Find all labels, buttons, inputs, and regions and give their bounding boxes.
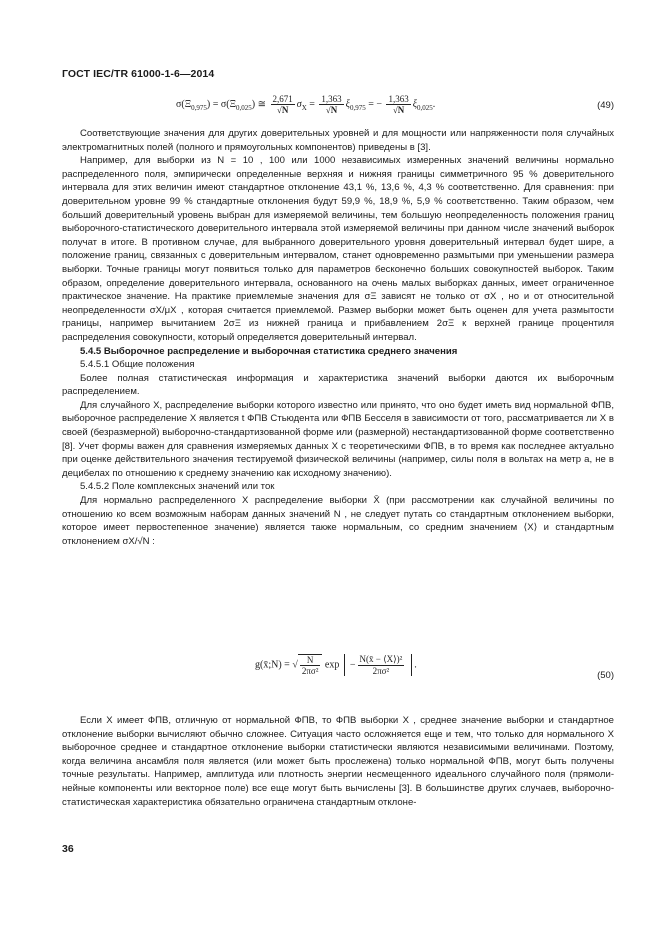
square-root: √ $\frac{N}{\text{2πσ²}}$ xyxy=(292,654,322,676)
equation-49: $\sigma(\Xi_{0,975}) = \sigma(\Xi_{0,025})$ ≅ $\frac{2,671}{√N}$ $\sigma_X$ = $\frac{1,363}{√N}$ $\xi_{0,975}$ = − $\frac{1,363}{√N}$ $\xi_{0,025}$. (49) xyxy=(176,94,614,115)
paragraph: Если X имеет ФПВ, отличную от нормальной ФПВ, то ФПВ выборки X , среднее значение выборки и стандартное отклонение выборки вычисляют обычно сложнее. Ситуация часто осложняется еще и тем, что только для нормального X выборочное среднее и стандартное отклонение выборки статистически являются независимыми величинами. Поэтому, когда величина ансамбля поля является (или может быть прослежена) только нормальной ФПВ, могут быть получены точные результаты. Например, амплитуда или плотность энергии несмещенного идеального случайного поля (прямолинейные компоненты или векторное поле) все еще могут быть вычислены [3]. В большинстве других случаев, выборочно-статистическая характеристика обязательно ограничена стандартным отклоне- xyxy=(62,715,614,808)
text-block-2 xyxy=(62,714,614,809)
paragraph: Для случайного X, распределение выборки которого известно или принято, что оно будет иметь вид нормальной ФПВ, выборочное распределение X является t ФПВ Стьюдента или ФПВ Бесселя в зависимости от того, рассматривается ли X в своей (безразмерной) выборочно-стандартизованной форме или (размерной) нестандартизованной форме соответственно [8]. Учет формы важен для сравнения измеряемых данных X с теоретическими ФПВ, в то время как последнее актуально при оценке действительного значения тестируемой физической величины (например, силы поля в вольтах на метр а, не в децибелах по отношению к среднему значению как исходному значению). xyxy=(62,399,614,479)
equation-50: g(x̄;N) = √ $\frac{N}{\text{2πσ²}}$ exp − $\frac{\text{N(x̄ − ⟨X⟩)²}}{\text{2πσ²}}$ . (50) xyxy=(255,654,614,681)
page-number: 36 xyxy=(62,843,74,855)
text-block-1 xyxy=(62,127,614,548)
fraction-2: $\frac{1,363}{√N}$ xyxy=(321,94,342,115)
section-heading-5-4-5: 5.4.5 Выборочное распределение и выборочная статистика среднего значения xyxy=(80,345,458,357)
document-header: ГОСТ IEC/TR 61000-1-6—2014 xyxy=(62,68,215,80)
section-heading-5-4-5-2: 5.4.5.2 Поле комплексных значений или ток xyxy=(80,481,275,493)
paragraph: Для нормально распределенного X распределение выборки X̄ (при рассмотрении как случайной величины по отношению ко всем возможным наборам данных значений N , не следует путать со стандартным отклонением выборки, которое имеет первостепенное значение) является также нормальным, со средним значением ⟨X⟩ и стандартным отклонением σX/√N : xyxy=(62,495,614,547)
paragraph: Более полная статистическая информация и характеристика значений выборки даются их выборочным распределением. xyxy=(62,372,614,398)
section-heading-5-4-5-1: 5.4.5.1 Общие положения xyxy=(80,359,195,371)
fraction-1: $\frac{2,671}{√N}$ xyxy=(272,94,293,115)
paragraph: Например, для выборки из N = 10 , 100 или 1000 независимых измеренных значений величины нормально распределенного поля, эмпирически определенные верхняя и нижняя границы симметричного 95 % доверительного интервала для этих величин имеют стандартное отклонение 43,1 %, 13,6 %, 4,3 % соответственно. Для сравнения: при доверительном уровне 99 % стандартные отклонения будут 59,9 %, 18,9 %, 5,9 % соответственно. Таким образом, чем больший доверительный уровень выбран для измеряемой величины, тем большую неопределенность положения границ выборочного-статистического доверительного интервала этой измеряемой величины при данном числе значений выборок получат в итоге. В противном случае, для выбранного доверительного уровня доверительный интервал будет шире, а положение границ, связанных с доверительным интервалом, станет одновременно размытыми при уменьшении размера выборки. Точные границы могут появиться только для параметров бесконечно больших совокупностей выборок. Таким образом, определение доверительного интервала, основанного на очень малых выборках данных, имеет ограниченное практическое значение. На практике приемлемые значения для σΞ зависят не только от σX , но и от относительной неопределенности σX/μX , которая считается приемлемой. Размер выборки может быть оценен для учета размытости границы, например вычитанием 2σΞ из нижней граница и прибавлением 2σΞ к верхней границе процентиля распределения совокупности, который определяется доверительный интервал. xyxy=(62,155,614,343)
paragraph: Соответствующие значения для других доверительных уровней и для мощности или напряженности поля случайных электромагнитных полей (полного и прямоугольных компонентов) приведены в [3]. xyxy=(62,128,614,153)
bracket-expression: − $\frac{\text{N(x̄ − ⟨X⟩)²}}{\text{2πσ²}}$ xyxy=(344,654,412,676)
equation-50-number: (50) xyxy=(597,670,614,681)
equation-49-number: (49) xyxy=(597,100,614,111)
fraction-3: $\frac{1,363}{√N}$ xyxy=(388,94,409,115)
